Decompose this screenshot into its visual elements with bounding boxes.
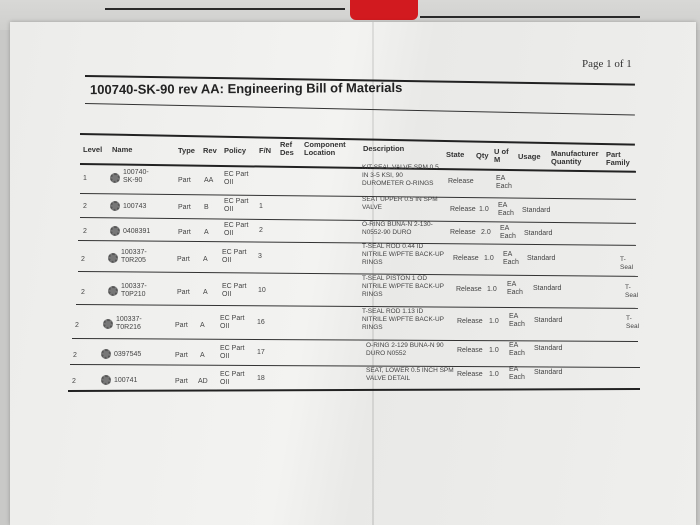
cell-level: 2	[72, 378, 76, 385]
col-rev: Rev	[203, 146, 217, 155]
cell-level: 1	[83, 175, 87, 182]
cell-usage: Standard	[522, 207, 551, 214]
top-edge-line	[105, 8, 345, 10]
cell-rev: AA	[204, 177, 214, 184]
cell-uom: EA Each	[509, 366, 525, 381]
cell-policy: EC Part OII	[222, 283, 247, 298]
cell-rev: AD	[198, 378, 208, 385]
cell-policy: EC Part OII	[220, 371, 245, 386]
cell-qty: 1.0	[489, 347, 499, 354]
col-level: Level	[83, 145, 103, 154]
cell-uom: EA Each	[500, 225, 516, 240]
part-icon	[110, 226, 120, 236]
cell-state: Release	[457, 371, 483, 378]
cell-usage: Standard	[533, 285, 562, 292]
col-type: Type	[178, 146, 195, 155]
page-number: Page 1 of 1	[582, 58, 632, 70]
col-description: Description	[363, 144, 405, 153]
cell-level: 2	[73, 352, 77, 359]
part-icon	[103, 319, 113, 329]
cell-rev: A	[204, 229, 209, 236]
cell-part-family: T-Seal	[620, 256, 634, 271]
cell-policy: EC Part OII	[224, 198, 249, 213]
cell-state: Release	[457, 318, 483, 325]
document-title: 100740-SK-90 rev AA: Engineering Bill of Materials	[89, 79, 403, 98]
cell-rev: A	[203, 256, 208, 263]
cell-level: 2	[81, 289, 85, 296]
cell-description: KIT SEAL VALVE SPM 0.5 IN 3-5 KSI, 90 DUROMETER O-RINGS	[362, 164, 439, 187]
cell-qty: 2.0	[481, 229, 491, 236]
cell-fn: 16	[257, 319, 265, 326]
cell-state: Release	[450, 229, 476, 236]
cell-description: SEAT UPPER 0.5 IN SPM VALVE	[362, 196, 438, 211]
cell-uom: EA Each	[498, 202, 514, 217]
col-fn: F/N	[259, 146, 272, 155]
cell-name: 100337-T0P210	[121, 283, 147, 298]
col-manufacturer-quantity: Manufacturer Quantity	[551, 149, 599, 166]
cell-policy: EC Part OII	[224, 222, 249, 237]
cell-usage: Standard	[534, 317, 563, 324]
cell-usage: Standard	[534, 345, 563, 352]
cell-description: T-SEAL PISTON 1 OD NITRILE W/PFTE BACK-UP RINGS	[362, 275, 444, 298]
cell-fn: 18	[257, 375, 265, 382]
cell-state: Release	[448, 178, 474, 185]
cell-usage: Standard	[534, 369, 563, 376]
cell-level: 2	[83, 203, 87, 210]
col-qty: Qty	[476, 151, 489, 160]
top-edge-line-right	[420, 16, 640, 18]
cell-rev: A	[200, 322, 205, 329]
part-icon	[110, 201, 120, 211]
cell-rev: A	[200, 352, 205, 359]
cell-fn: 10	[258, 287, 266, 294]
col-ref-des: Ref Des	[280, 140, 294, 157]
col-part-family: Part Family	[606, 150, 630, 167]
cell-rev: B	[204, 204, 209, 211]
col-name: Name	[112, 145, 133, 154]
cell-state: Release	[457, 347, 483, 354]
part-icon	[108, 253, 118, 263]
col-state: State	[446, 150, 465, 159]
part-icon	[101, 375, 111, 385]
cell-uom: EA Each	[496, 175, 512, 190]
cell-fn: 2	[259, 227, 263, 234]
cell-description: T-SEAL ROD 1.13 ID NITRILE W/PFTE BACK-UP RINGS	[362, 308, 444, 331]
cell-type: Part	[175, 322, 188, 329]
cell-type: Part	[177, 256, 190, 263]
cell-rev: A	[203, 289, 208, 296]
cell-policy: EC Part OII	[224, 171, 249, 186]
cell-usage: Standard	[527, 255, 556, 262]
cell-type: Part	[178, 177, 191, 184]
cell-state: Release	[456, 286, 482, 293]
cell-uom: EA Each	[503, 251, 519, 266]
cell-fn: 1	[259, 203, 263, 210]
cell-level: 2	[81, 256, 85, 263]
cell-name: 100337-T0R205	[121, 249, 147, 264]
part-icon	[108, 286, 118, 296]
cell-type: Part	[175, 352, 188, 359]
cell-type: Part	[178, 229, 191, 236]
cell-description: T-SEAL ROD 0.44 ID NITRILE W/PFTE BACK-UP RINGS	[362, 243, 444, 266]
part-icon	[110, 173, 120, 183]
cell-fn: 3	[258, 253, 262, 260]
cell-part-family: T-Seal	[626, 315, 640, 330]
cell-usage: Standard	[524, 230, 553, 237]
cell-policy: EC Part OII	[222, 249, 247, 264]
cell-qty: 1.0	[487, 286, 497, 293]
cell-type: Part	[178, 204, 191, 211]
red-object	[350, 0, 418, 20]
cell-qty: 1.0	[489, 371, 499, 378]
cell-uom: EA Each	[507, 281, 523, 296]
col-usage: Usage	[518, 152, 541, 161]
cell-name: 100741	[114, 377, 138, 384]
cell-name: 100337-T0R216	[116, 316, 142, 331]
cell-name: 100743	[123, 203, 147, 210]
col-uom: U of M	[494, 147, 509, 164]
cell-part-family: T-Seal	[625, 284, 639, 299]
cell-level: 2	[75, 322, 79, 329]
cell-qty: 1.0	[479, 206, 489, 213]
cell-uom: EA Each	[509, 342, 525, 357]
cell-type: Part	[175, 378, 188, 385]
cell-state: Release	[453, 255, 479, 262]
col-component-location: Component Location	[304, 140, 346, 157]
cell-fn: 17	[257, 349, 265, 356]
cell-level: 2	[83, 228, 87, 235]
part-icon	[101, 349, 111, 359]
cell-uom: EA Each	[509, 313, 525, 328]
col-policy: Policy	[224, 146, 247, 155]
cell-name: 0408391	[123, 228, 151, 235]
cell-policy: EC Part OII	[220, 315, 245, 330]
cell-name: 0397545	[114, 351, 142, 358]
cell-qty: 1.0	[489, 318, 499, 325]
cell-description: O-RING 2-129 BUNA-N 90 DURO N0552	[366, 342, 444, 357]
cell-state: Release	[450, 206, 476, 213]
cell-qty: 1.0	[484, 255, 494, 262]
cell-description: SEAT, LOWER 0.5 INCH SPM VALVE DETAIL	[366, 367, 454, 382]
cell-description: O-RING BUNA-N 2-130-N0552-90 DURO	[362, 221, 433, 236]
cell-name: 100740-SK-90	[123, 169, 149, 184]
cell-policy: EC Part OII	[220, 345, 245, 360]
cell-type: Part	[177, 289, 190, 296]
